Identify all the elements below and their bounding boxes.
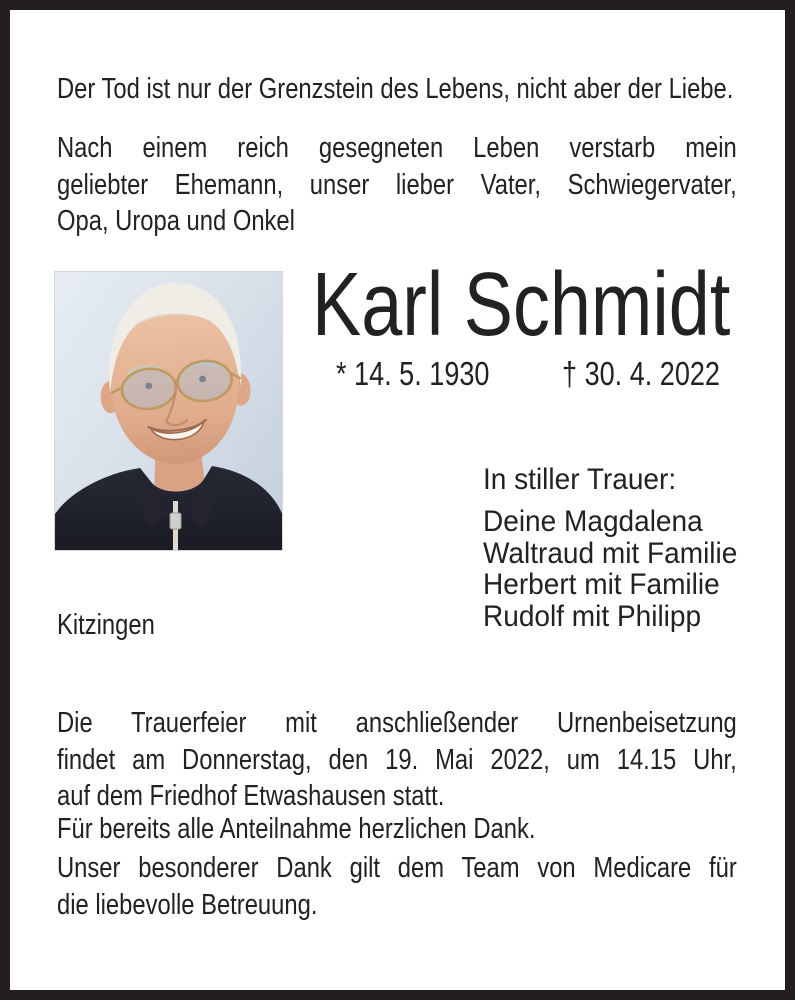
portrait-photo bbox=[54, 271, 283, 551]
mourner-name-1: Deine Magdalena bbox=[483, 505, 703, 538]
funeral-line-2: findet am Donnerstag, den 19. Mai 2022, um 14.15 Uhr, bbox=[57, 743, 737, 776]
special-thanks-line-1: Unser besonderer Dank gilt dem Team von Medicare für bbox=[57, 852, 737, 884]
funeral-line-3: auf dem Friedhof Etwashausen statt. bbox=[57, 780, 445, 812]
intro-line-3: Opa, Uropa und Onkel bbox=[57, 205, 295, 237]
birth-date: * 14. 5. 1930 bbox=[336, 355, 490, 392]
intro-line-1: Nach einem reich gesegneten Leben verstarb mein bbox=[57, 132, 737, 164]
epigraph-line: Der Tod ist nur der Grenzstein des Lebens, nicht aber der Liebe. bbox=[57, 73, 734, 105]
special-thanks-line-2: die liebevolle Betreuung. bbox=[57, 888, 318, 921]
mourner-name-2: Waltraud mit Familie bbox=[483, 536, 738, 570]
mourner-name-4: Rudolf mit Philipp bbox=[483, 599, 702, 633]
special-thanks-paragraph bbox=[57, 850, 737, 923]
funeral-info-paragraph bbox=[57, 705, 737, 815]
intro-paragraph bbox=[57, 130, 737, 240]
place-name: Kitzingen bbox=[57, 609, 155, 641]
thanks-line: Für bereits alle Anteilnahme herzlichen Dank. bbox=[57, 813, 536, 845]
deceased-name: Karl Schmidt bbox=[312, 255, 731, 355]
portrait-photo-svg bbox=[54, 271, 283, 551]
zipper-pull bbox=[170, 513, 181, 529]
intro-line-2: geliebter Ehemann, unser lieber Vater, Schwiegervater, bbox=[57, 168, 737, 201]
mourning-header: In stiller Trauer: bbox=[483, 463, 677, 496]
mourner-name-3: Herbert mit Familie bbox=[483, 568, 720, 601]
mourners-list bbox=[483, 506, 737, 632]
death-date: † 30. 4. 2022 bbox=[562, 355, 720, 392]
funeral-line-1: Die Trauerfeier mit anschließender Urnenbeisetzung bbox=[57, 707, 737, 739]
